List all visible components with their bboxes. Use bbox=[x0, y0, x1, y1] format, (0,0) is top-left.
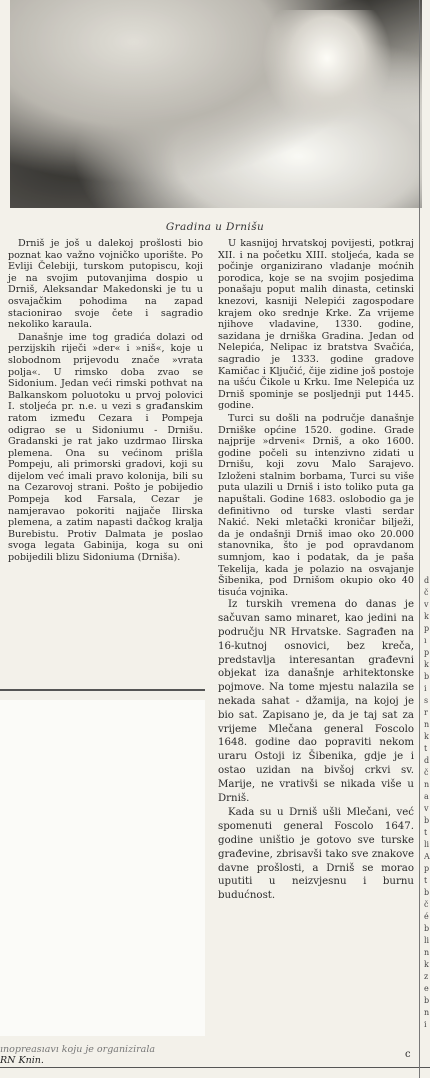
bottom-rule bbox=[0, 1067, 430, 1068]
photo-rock-highlight bbox=[262, 10, 392, 130]
edge-fragment: é bbox=[424, 912, 429, 921]
edge-fragment: n bbox=[424, 1008, 430, 1017]
edge-fragment: b bbox=[424, 924, 430, 933]
photo-caption: Gradina u Drnišu bbox=[165, 221, 265, 233]
edge-fragment: b bbox=[424, 996, 430, 1005]
edge-fragment: č bbox=[424, 588, 429, 597]
paragraph: Današnje ime tog gradića dolazi od perzijskih riječi »der« i »niš«, koje u slobodnom prijevodu znače »vrata polja«. U rimsko doba zvao se Sidonium. Jedan veći rimski pothvat na Balkanskom poluotoku u prvoj polovici I. stoljeća pr. n.e. u vezi s građanskim ratom između Cezara i Pompeja odigrao se u Sidoniumu - Drnišu. Gradanski je rat jako uzdrmao Ilirska plemena. Ona su većinom prišla Pompeju, ali primorski gradovi, koji su dijelom već imali pravo kolonija, bili su na Cezarovoj strani. Pošto je pobijedio Pompeja kod Farsala, Cezar je namjeravao pokoriti najjače Ilirska plemena, a zatim napasti dačkog kralja Burebistu. Protiv Dalmata je poslao svoga legata Gabinija, koga su oni pobijedili blizu Sidoniuma (Drniša). bbox=[8, 331, 203, 564]
edge-fragment: i bbox=[424, 1020, 427, 1029]
edge-fragment: p bbox=[424, 864, 430, 873]
edge-fragment: t bbox=[424, 744, 428, 753]
page-edge-line bbox=[419, 0, 420, 1078]
paragraph: Drniš je još u dalekoj prošlosti bio poznat kao važno vojničko uporište. Po Evliji Čelebiji, turskom putopiscu, koji je na svojim putovanjima dospio u Drniš, Aleksandar Makedonski je tu u osvajačkim pohodima na zapad stacionirao svoje čete i sagradio nekoliko karaula. bbox=[8, 238, 203, 331]
right-column-lower bbox=[218, 598, 414, 903]
paragraph: Turci su došli na područje današnje Drniške općine 1520. godine. Grade najprije »drveni« Drniš, a oko 1600. godine počeli su intenzivno zidati u Drnišu, koji zovu Malo Sarajevo. Izloženi stalnim borbama, Turci su više puta ulazili u Drniš i isto toliko puta ga napuštali. Godine 1683. oslobodio ga je definitivno od turske vlasti serdar Nakić. Neki mletački kroničar bilježi, da je ondašnji Drniš imao oko 20.000 stanovnika, što je pod opravdanom sumnjom, kao i podatak, da je paša Tekelija, kada je polazio na osvajanje Šibenika, pod Drnišom okupio oko 40 tisuća vojnika. bbox=[218, 412, 414, 598]
blank-area bbox=[0, 700, 205, 1036]
edge-fragment: p bbox=[424, 624, 430, 633]
edge-fragment: v bbox=[424, 600, 429, 609]
edge-fragment: k bbox=[424, 612, 429, 621]
left-separator-rule bbox=[0, 689, 205, 691]
edge-fragment: n bbox=[424, 780, 430, 789]
edge-fragment: d bbox=[424, 576, 430, 585]
edge-fragment: a bbox=[424, 792, 429, 801]
edge-fragment: k bbox=[424, 732, 429, 741]
edge-fragment: li bbox=[424, 840, 430, 849]
article-left-column bbox=[8, 238, 203, 564]
edge-fragment: v bbox=[424, 804, 429, 813]
edge-fragment: r bbox=[424, 708, 428, 717]
edge-fragment: n bbox=[424, 948, 430, 957]
edge-fragment: A bbox=[424, 852, 430, 861]
edge-fragment: č bbox=[424, 900, 429, 909]
footnote bbox=[0, 1044, 205, 1066]
edge-fragment: č bbox=[424, 768, 429, 777]
edge-fragment: b bbox=[424, 672, 430, 681]
edge-fragment: s bbox=[424, 696, 429, 705]
edge-fragment: n bbox=[424, 720, 430, 729]
edge-fragment: p bbox=[424, 648, 430, 657]
edge-fragment: k bbox=[424, 960, 429, 969]
footnote-line-2: RN Knin. bbox=[0, 1055, 44, 1066]
edge-fragment: d bbox=[424, 756, 430, 765]
edge-fragment: i bbox=[424, 684, 427, 693]
edge-fragment: t bbox=[424, 876, 428, 885]
footnote-line-1: ınopreasıavı koju je organizirala bbox=[0, 1044, 156, 1055]
end-mark: c bbox=[405, 1049, 411, 1060]
gradina-photo bbox=[10, 0, 422, 208]
edge-fragment: k bbox=[424, 660, 429, 669]
edge-fragment: b bbox=[424, 816, 430, 825]
edge-fragment: li bbox=[424, 936, 430, 945]
edge-fragment: z bbox=[424, 972, 429, 981]
edge-fragment: ı bbox=[424, 636, 427, 645]
edge-fragment: e bbox=[424, 984, 429, 993]
paragraph: Iz turskih vremena do danas je sačuvan samo minaret, kao jedini na području NR Hrvatske. Sagrađen na 16-kutnoj osnovici, bez kreča, predstavlja interesantan građevni objekat iza današnje arhitektonske pojmove. Na tome mjestu nalazila se nekada sahat - džamija, na kojoj je bio sat. Zapisano je, da je taj sat za vrijeme Mlečana general Foscolo 1648. godine dao popraviti nekom uraru Ostoji iz Šibenika, gdje je i ostao uzidan na bivšoj crkvi sv. Marije, ne vrativši se nikada više u Drniš. bbox=[218, 599, 414, 804]
paragraph: Kada su u Drniš ušli Mlečani, već spomenuti general Foscolo 1647. godine uništio je gotovo sve turske građevine, zbrisavši tako sve znakove davne prošlosti, a Drniš se morao uputiti u neizvjesnu i burnu budućnost. bbox=[218, 807, 414, 902]
edge-fragment: b bbox=[424, 888, 430, 897]
article-right-column bbox=[218, 238, 414, 903]
edge-fragment: t bbox=[424, 828, 428, 837]
paragraph: U kasnijoj hrvatskoj povijesti, potkraj XII. i na početku XIII. stoljeća, kada se počinje organizirano vladanje moćnih porodica, koje se na svojim posjedima ponašaju poput malih dinasta, cetinski knezovi, kasniji Nelepići zagospodare krajem oko srednje Krke. Za vrijeme njihove vladavine, 1330. godine, sazidana je drniška Gradina. Jedan od Nelepića, Nelipac iz bratstva Svačića, sagradio je 1333. godine gradove Kamičac i Ključić, čije zidine još postoje na ušću Čikole u Krku. Ime Nelepića uz Drniš spominje se posljednji put 1445. godine. bbox=[218, 238, 414, 412]
